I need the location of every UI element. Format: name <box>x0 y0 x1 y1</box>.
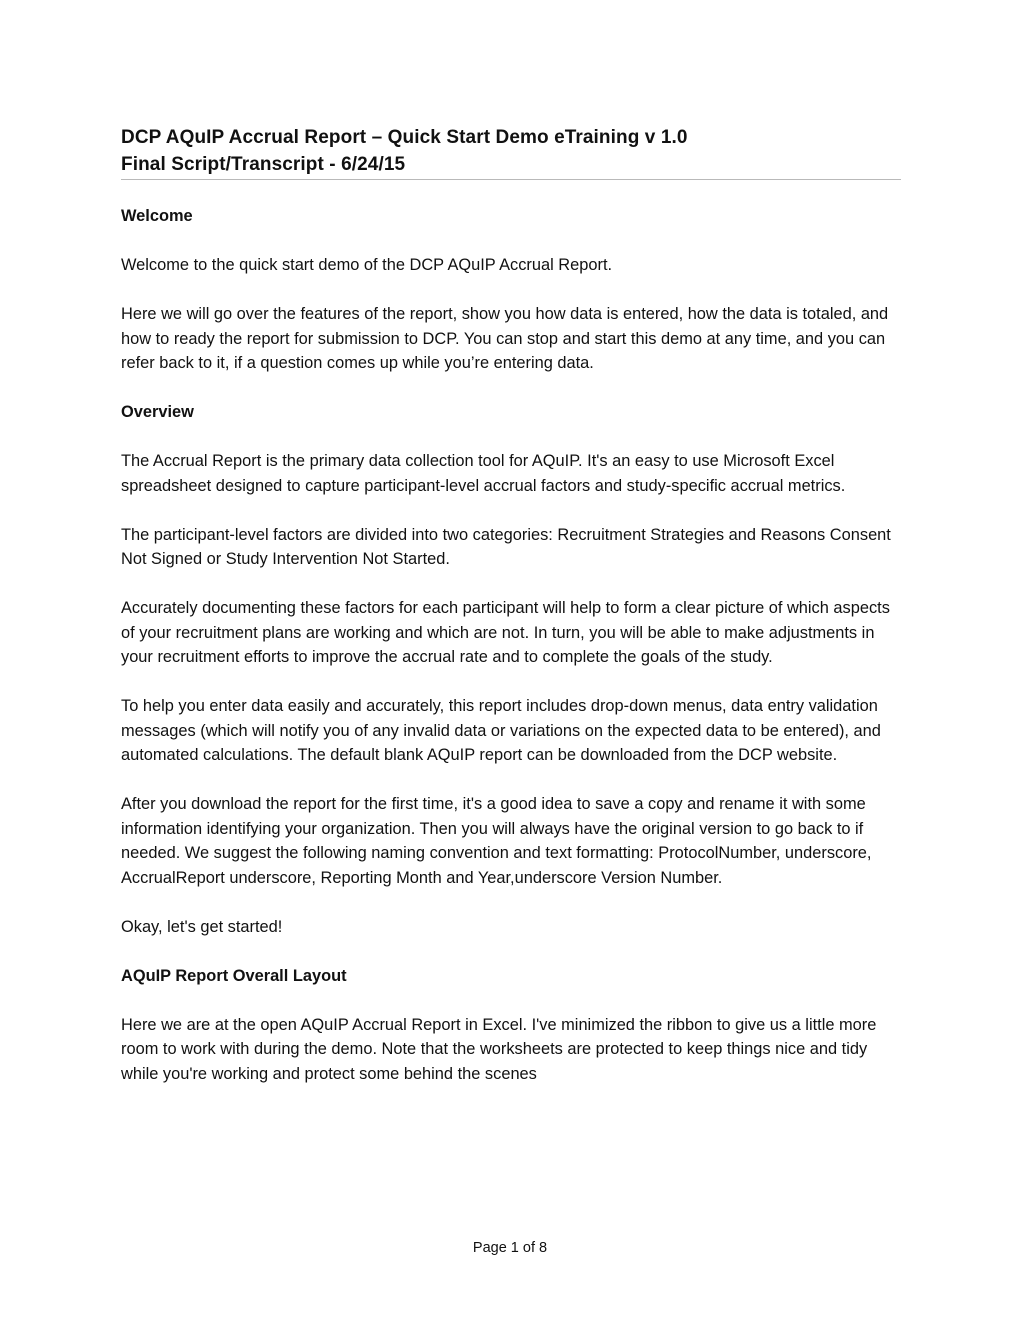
paragraph: The participant-level factors are divided into two categories: Recruitment Strategies and Reasons Consent Not Signed or Study Intervention Not Started. <box>121 525 891 568</box>
page-number: Page 1 of 8 <box>472 1240 548 1256</box>
section-heading-welcome: Welcome <box>121 207 193 225</box>
paragraph: Accurately documenting these factors for each participant will help to form a clear picture of which aspects of your recruitment plans are working and which are not. In turn, you will be able to make adjustments in your recruitment efforts to improve the accrual rate and to complete the goals of the study. <box>121 599 890 666</box>
section-heading-overview: Overview <box>121 403 194 421</box>
paragraph: Okay, let's get started! <box>121 917 283 936</box>
title-line-1: DCP AQuIP Accrual Report – Quick Start Demo eTraining v 1.0 <box>121 127 688 148</box>
paragraph: Here we will go over the features of the report, show you how data is entered, how the data is totaled, and how to ready the report for submission to DCP. You can stop and start this demo at any time, and you can refer back to it, if a question comes up while you’re entering data. <box>121 305 889 372</box>
paragraph: To help you enter data easily and accurately, this report includes drop-down menus, data entry validation messages (which will notify you of any invalid data or variations on the expected data to be entered), and automated calculations. The default blank AQuIP report can be downloaded from the DCP website. <box>121 697 881 764</box>
paragraph: The Accrual Report is the primary data collection tool for AQuIP. It's an easy to use Microsoft Excel spreadsheet designed to capture participant-level accrual factors and study-specific accrual metrics. <box>121 452 846 495</box>
title-divider <box>121 179 901 180</box>
document-body <box>121 204 901 1111</box>
title-line-2: Final Script/Transcript - 6/24/15 <box>121 154 406 175</box>
paragraph: Welcome to the quick start demo of the DCP AQuIP Accrual Report. <box>121 256 613 274</box>
paragraph: Here we are at the open AQuIP Accrual Report in Excel. I've minimized the ribbon to give us a little more room to work with during the demo. Note that the worksheets are protected to keep things nice and tidy while you're working and protect some behind the scenes <box>121 1015 877 1083</box>
paragraph: After you download the report for the first time, it's a good idea to save a copy and rename it with some information identifying your organization. Then you will always have the original version to go back to if needed. We suggest the following naming convention and text formatting: ProtocolNumber, underscore, AccrualReport underscore, Reporting Month and Year,underscore Version Number. <box>121 795 872 887</box>
section-heading-layout: AQuIP Report Overall Layout <box>121 966 347 985</box>
document-title <box>121 124 901 178</box>
